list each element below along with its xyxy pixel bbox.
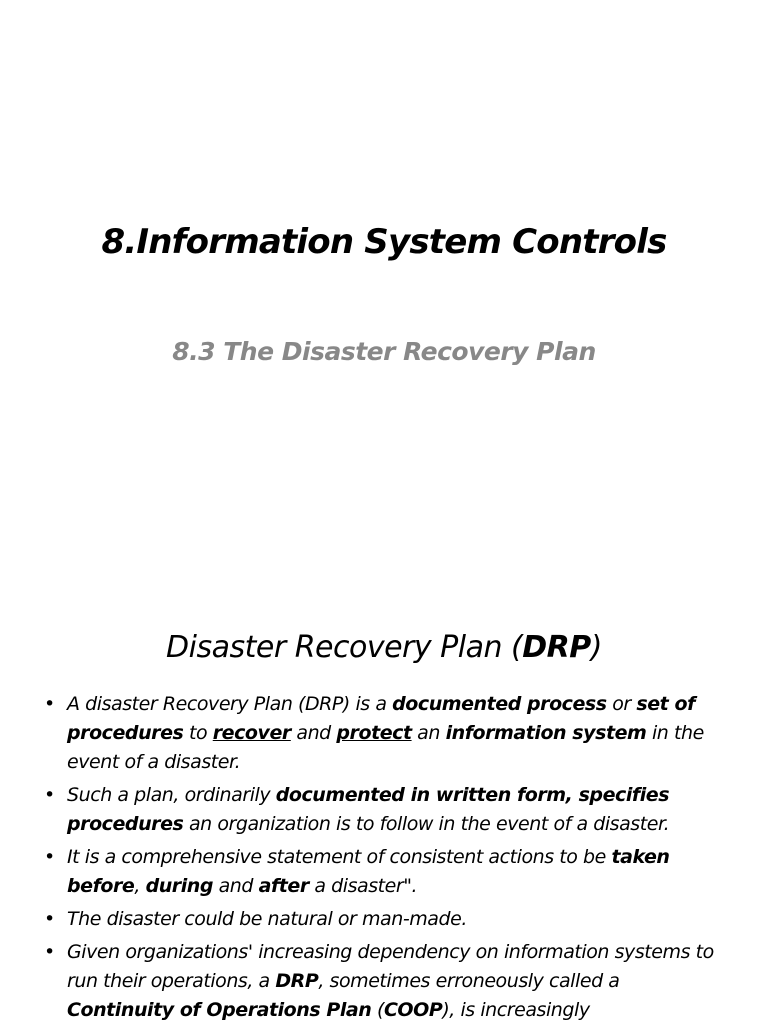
bullet-icon: • [44, 941, 55, 963]
bullet-text: a disaster". [308, 875, 418, 897]
list-item [40, 781, 730, 839]
bullet-text: in the event of a disaster. [67, 722, 704, 773]
bullet-text: an organization is to follow in the event of a disaster. [183, 813, 670, 835]
bullet-bold-text: DRP [275, 970, 319, 992]
bullet-text: It is a comprehensive statement of consistent actions to be [67, 846, 612, 868]
bullet-bold-text: set of procedures [67, 693, 695, 744]
bullet-list [40, 690, 730, 1029]
bullet-text: ( [371, 999, 384, 1021]
bullet-bold-text: information system [445, 722, 647, 744]
bullet-text: , [134, 875, 146, 897]
list-item [40, 690, 730, 777]
bullet-text: Such a plan, ordinarily [67, 784, 276, 806]
heading-prefix: Disaster Recovery Plan ( [166, 630, 523, 665]
bullet-text: The disaster could be natural or man-made. [67, 908, 467, 930]
section-heading [0, 630, 768, 665]
bullet-bold-text: documented process [392, 693, 607, 715]
bullet-text: , sometimes erroneously called a [318, 970, 620, 992]
bullet-underlined-text: protect [336, 722, 412, 744]
bullet-bold-text: documented in written form, specifies procedures [67, 784, 670, 835]
bullet-bold-text: after [258, 875, 309, 897]
bullet-text: an [411, 722, 446, 744]
heading-acronym: DRP [522, 630, 591, 665]
list-item [40, 938, 730, 1025]
bullet-icon: • [44, 693, 55, 715]
heading-suffix: ) [590, 630, 602, 665]
bullet-text: to [183, 722, 213, 744]
bullet-bold-text: during [145, 875, 213, 897]
bullet-text: or [606, 693, 637, 715]
bullet-text: and [213, 875, 259, 897]
bullet-bold-text: COOP [383, 999, 443, 1021]
bullet-text: and [290, 722, 337, 744]
slide-title: 8.Information System Controls [101, 222, 667, 262]
bullet-bold-text: Continuity of Operations Plan [67, 999, 372, 1021]
bullet-icon: • [44, 784, 55, 806]
bullet-icon: • [44, 908, 55, 930]
list-item [40, 843, 730, 901]
bullet-text: A disaster Recovery Plan (DRP) is a [67, 693, 393, 715]
bullet-icon: • [44, 846, 55, 868]
bullet-bold-text: taken before [67, 846, 670, 897]
bullet-text: ), is increasingly [442, 999, 590, 1021]
bullet-text: Given organizations' increasing dependency on information systems to run their operations, a [67, 941, 714, 992]
slide-subtitle: 8.3 The Disaster Recovery Plan [172, 337, 596, 366]
bullet-underlined-text: recover [212, 722, 291, 744]
list-item [40, 905, 730, 934]
